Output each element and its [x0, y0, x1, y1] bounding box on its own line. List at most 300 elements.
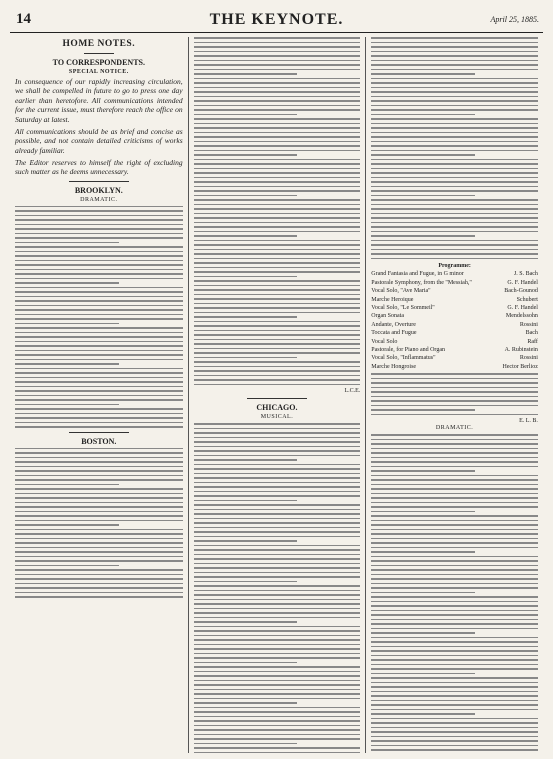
text-line	[194, 536, 361, 538]
text-line	[194, 603, 361, 605]
text-line	[371, 628, 538, 630]
text-line	[15, 233, 183, 235]
text-line	[371, 69, 538, 71]
text-line	[15, 350, 183, 352]
text-line	[371, 73, 474, 75]
text-line	[194, 725, 361, 727]
text-line	[371, 655, 538, 657]
text-line	[194, 204, 361, 206]
text-line	[194, 518, 361, 520]
text-line	[371, 668, 538, 670]
text-line	[194, 145, 361, 147]
text-line	[15, 583, 183, 585]
text-line	[194, 64, 361, 66]
text-line	[15, 422, 183, 424]
text-line	[371, 163, 538, 165]
text-line	[15, 368, 183, 370]
text-line	[15, 502, 183, 504]
text-line	[194, 46, 361, 48]
notice-paragraph-1: In consequence of our rapidly increasing circulation, we shall be compelled in future to go to press one day earlier than heretofore. All communications intended for the current issue, must therefore reach the office on Saturday at latest.	[15, 77, 183, 124]
text-line	[15, 332, 183, 334]
text-line	[15, 228, 183, 230]
text-line	[371, 619, 538, 621]
text-line	[194, 734, 361, 736]
text-line	[371, 610, 538, 612]
text-line	[371, 578, 538, 580]
text-line	[371, 673, 474, 675]
programme-row	[371, 338, 538, 346]
text-line	[194, 716, 361, 718]
text-line	[371, 204, 538, 206]
text-line	[194, 82, 361, 84]
text-line	[194, 262, 361, 264]
text-line	[15, 395, 183, 397]
text-line	[371, 249, 538, 251]
programme-composer: J. S. Bach	[513, 271, 538, 278]
divider	[247, 398, 307, 399]
text-line	[371, 91, 538, 93]
text-line	[194, 37, 361, 39]
subheading-dramatic: DRAMATIC.	[80, 196, 118, 203]
text-line	[194, 69, 361, 71]
text-line	[371, 749, 538, 751]
text-line	[371, 439, 538, 441]
text-line	[15, 323, 119, 325]
text-line	[194, 294, 361, 296]
text-line	[371, 506, 538, 508]
text-line	[15, 461, 183, 463]
text-line	[15, 413, 183, 415]
newspaper-title: THE KEYNOTE.	[209, 11, 344, 28]
text-line	[194, 680, 361, 682]
text-line	[371, 713, 474, 715]
text-line	[371, 226, 538, 228]
text-line	[371, 159, 538, 161]
text-line	[371, 745, 538, 747]
text-line	[15, 345, 183, 347]
text-line	[15, 309, 183, 311]
text-line	[15, 470, 183, 472]
text-line	[15, 381, 183, 383]
text-line	[371, 515, 538, 517]
text-line	[194, 549, 361, 551]
article-text-boston	[15, 448, 183, 598]
text-line	[194, 630, 361, 632]
text-line	[15, 327, 183, 329]
text-line	[371, 637, 538, 639]
programme-row	[371, 346, 538, 354]
programme-row	[371, 312, 538, 320]
text-line	[15, 488, 183, 490]
divider	[84, 53, 114, 54]
text-line	[194, 177, 361, 179]
text-line	[371, 664, 538, 666]
text-line	[194, 639, 361, 641]
text-line	[15, 269, 183, 271]
text-line	[194, 446, 361, 448]
text-line	[194, 361, 361, 363]
text-line	[194, 235, 297, 237]
text-line	[15, 287, 183, 289]
programme-composer: A. Rubinstein	[504, 346, 538, 353]
text-line	[194, 684, 361, 686]
text-line	[371, 42, 538, 44]
text-line	[194, 253, 361, 255]
text-line	[371, 493, 538, 495]
text-line	[371, 181, 538, 183]
text-line	[194, 226, 361, 228]
text-line	[194, 522, 361, 524]
text-line	[194, 576, 361, 578]
text-line	[15, 497, 183, 499]
text-line	[194, 321, 361, 323]
text-line	[194, 450, 361, 452]
text-line	[194, 486, 361, 488]
text-line	[194, 87, 361, 89]
text-line	[15, 426, 183, 428]
text-line	[15, 542, 183, 544]
text-line	[194, 693, 361, 695]
text-line	[194, 635, 361, 637]
text-line	[15, 587, 183, 589]
programme-piece: Vocal Solo, "Ave Maria"	[371, 288, 431, 295]
section-heading-home-notes: HOME NOTES.	[62, 39, 136, 49]
text-line	[194, 325, 361, 327]
text-line	[15, 215, 183, 217]
text-line	[371, 46, 538, 48]
concert-programme	[371, 262, 538, 371]
text-line	[194, 599, 361, 601]
text-line	[15, 417, 183, 419]
section-heading-boston: BOSTON.	[81, 436, 117, 446]
text-line	[194, 316, 297, 318]
text-line	[194, 105, 361, 107]
text-line	[194, 477, 361, 479]
text-line	[371, 740, 538, 742]
text-line	[371, 244, 538, 246]
text-line	[194, 366, 361, 368]
text-line	[194, 73, 297, 75]
text-line	[15, 466, 183, 468]
text-line	[15, 251, 183, 253]
text-line	[371, 601, 538, 603]
text-line	[371, 682, 538, 684]
text-line	[371, 686, 538, 688]
text-line	[371, 145, 538, 147]
column-1	[10, 37, 188, 753]
text-line	[371, 488, 538, 490]
text-line	[194, 594, 361, 596]
text-line	[194, 339, 361, 341]
programme-row	[371, 363, 538, 371]
text-line	[194, 621, 297, 623]
text-line	[371, 414, 538, 416]
text-line	[371, 641, 538, 643]
text-line	[194, 545, 361, 547]
text-line	[194, 657, 361, 659]
text-line	[371, 497, 538, 499]
text-line	[371, 208, 538, 210]
text-line	[194, 150, 361, 152]
text-line	[194, 60, 361, 62]
text-line	[194, 312, 361, 314]
text-line	[194, 423, 361, 425]
text-line	[371, 253, 538, 255]
author-signature: L.C.E.	[344, 388, 361, 394]
text-line	[371, 556, 538, 558]
text-line	[371, 87, 538, 89]
text-line	[194, 720, 361, 722]
text-line	[371, 475, 538, 477]
programme-row	[371, 304, 538, 312]
text-line	[194, 626, 361, 628]
programme-composer: G. F. Handel	[507, 279, 538, 286]
text-line	[371, 659, 538, 661]
text-line	[371, 141, 538, 143]
text-line	[194, 459, 297, 461]
text-line	[371, 448, 538, 450]
text-line	[15, 452, 183, 454]
text-line	[371, 78, 538, 80]
text-line	[371, 623, 538, 625]
text-line	[194, 428, 361, 430]
text-line	[371, 391, 538, 393]
text-line	[15, 390, 183, 392]
text-line	[371, 704, 538, 706]
text-line	[194, 711, 361, 713]
text-line	[194, 190, 361, 192]
programme-composer: Mendelssohn	[505, 313, 538, 320]
text-line	[15, 493, 183, 495]
text-line	[15, 529, 183, 531]
text-line	[371, 96, 538, 98]
text-line	[371, 529, 538, 531]
text-line	[371, 396, 538, 398]
text-line	[15, 551, 183, 553]
programme-row	[371, 321, 538, 329]
text-line	[371, 195, 474, 197]
text-line	[194, 298, 361, 300]
text-line	[194, 509, 361, 511]
text-line	[194, 307, 361, 309]
text-line	[194, 671, 361, 673]
text-line	[371, 172, 538, 174]
text-line	[15, 511, 183, 513]
text-line	[194, 91, 361, 93]
text-line	[194, 276, 297, 278]
text-line	[194, 608, 361, 610]
text-line	[194, 267, 361, 269]
text-line	[194, 136, 361, 138]
text-line	[371, 222, 538, 224]
text-line	[371, 574, 538, 576]
text-line	[15, 314, 183, 316]
text-line	[194, 495, 361, 497]
text-line	[371, 443, 538, 445]
text-line	[15, 484, 119, 486]
text-line	[371, 592, 474, 594]
text-line	[371, 524, 538, 526]
text-line	[371, 470, 474, 472]
text-line	[194, 464, 361, 466]
text-line	[194, 343, 361, 345]
section-heading-chicago: CHICAGO.	[256, 403, 298, 412]
text-line	[194, 491, 361, 493]
text-line	[194, 334, 361, 336]
text-line	[371, 709, 538, 711]
text-line	[194, 689, 361, 691]
text-line	[371, 677, 538, 679]
text-line	[194, 702, 297, 704]
article-text-continued	[371, 37, 538, 259]
text-line	[194, 168, 361, 170]
programme-piece: Marche Heroique	[371, 296, 414, 303]
text-line	[371, 109, 538, 111]
text-line	[371, 123, 538, 125]
text-line	[371, 231, 538, 233]
text-line	[194, 78, 361, 80]
text-line	[194, 504, 361, 506]
text-line	[194, 662, 297, 664]
notice-paragraph-2: All communications should be as brief and concise as possible, and not contain detailed criticisms of works already familiar.	[15, 126, 183, 155]
text-line	[371, 82, 538, 84]
programme-composer: Schubert	[516, 296, 538, 303]
text-line	[371, 373, 538, 375]
text-line	[194, 132, 361, 134]
text-line	[194, 455, 361, 457]
text-line	[15, 273, 183, 275]
text-line	[371, 378, 538, 380]
text-line	[15, 399, 183, 401]
text-line	[371, 409, 474, 411]
text-line	[15, 533, 183, 535]
text-line	[194, 513, 361, 515]
text-line	[194, 330, 361, 332]
text-line	[194, 752, 361, 754]
text-line	[194, 213, 361, 215]
text-line	[15, 547, 183, 549]
author-signature: E. L. B.	[519, 418, 538, 425]
text-line	[15, 386, 183, 388]
column-3	[365, 37, 543, 753]
text-line	[15, 596, 183, 598]
text-line	[194, 280, 361, 282]
text-line	[371, 731, 538, 733]
text-line	[371, 727, 538, 729]
programme-composer: Bach-Gounod	[504, 288, 538, 295]
text-line	[194, 240, 361, 242]
text-line	[371, 461, 538, 463]
column-2	[188, 37, 366, 753]
text-line	[194, 500, 297, 502]
text-line	[371, 565, 538, 567]
divider	[69, 181, 129, 182]
text-line	[371, 118, 538, 120]
text-line	[194, 572, 361, 574]
text-line	[194, 289, 361, 291]
programme-piece: Vocal Solo, "Inflammatus"	[371, 355, 436, 362]
text-line	[194, 271, 361, 273]
programme-composer: G. F. Handel	[507, 304, 538, 311]
text-line	[371, 695, 538, 697]
text-line	[371, 186, 538, 188]
text-line	[371, 457, 538, 459]
text-line	[194, 612, 361, 614]
text-line	[194, 231, 361, 233]
text-line	[15, 538, 183, 540]
text-line	[15, 524, 119, 526]
text-line	[194, 100, 361, 102]
text-line	[194, 55, 361, 57]
text-line	[194, 468, 361, 470]
text-line	[194, 258, 361, 260]
subheading-dramatic: DRAMATIC.	[435, 425, 474, 432]
text-line	[371, 114, 474, 116]
text-line	[15, 278, 183, 280]
article-text-dramatic	[371, 434, 538, 751]
text-line	[15, 291, 183, 293]
text-line	[15, 408, 183, 410]
programme-row	[371, 296, 538, 304]
programme-piece: Toccata and Fugue	[371, 330, 417, 337]
text-line	[371, 154, 474, 156]
text-line	[194, 653, 361, 655]
text-line	[194, 707, 361, 709]
text-line	[194, 208, 361, 210]
text-line	[371, 479, 538, 481]
text-line	[15, 569, 183, 571]
text-line	[371, 258, 538, 260]
text-line	[371, 382, 538, 384]
text-line	[15, 574, 183, 576]
text-line	[194, 222, 361, 224]
text-line	[194, 644, 361, 646]
text-line	[371, 700, 538, 702]
text-line	[15, 377, 183, 379]
text-line	[194, 432, 361, 434]
text-line	[194, 303, 361, 305]
text-line	[194, 675, 361, 677]
text-line	[371, 569, 538, 571]
text-line	[15, 210, 183, 212]
text-line	[15, 479, 183, 481]
text-line	[15, 296, 183, 298]
programme-composer: Hector Berlioz	[502, 363, 538, 370]
text-line	[194, 558, 361, 560]
text-line	[194, 181, 361, 183]
text-line	[371, 587, 538, 589]
text-line	[371, 718, 538, 720]
text-line	[194, 473, 361, 475]
text-line	[15, 264, 183, 266]
text-line	[371, 547, 538, 549]
programme-piece: Pastorale, for Piano and Organ	[371, 346, 445, 353]
programme-row	[371, 270, 538, 278]
programme-piece: Pastorale Symphony, from the "Messiah,"	[371, 279, 472, 286]
text-line	[371, 614, 538, 616]
text-line	[194, 617, 361, 619]
text-line	[194, 375, 361, 377]
text-line	[194, 729, 361, 731]
programme-piece: Vocal Solo	[371, 338, 398, 345]
divider	[69, 432, 129, 433]
text-line	[194, 114, 297, 116]
text-line	[15, 506, 183, 508]
text-line	[194, 159, 361, 161]
programme-heading: Programme:	[438, 263, 471, 269]
text-line	[371, 466, 538, 468]
programme-row	[371, 354, 538, 362]
